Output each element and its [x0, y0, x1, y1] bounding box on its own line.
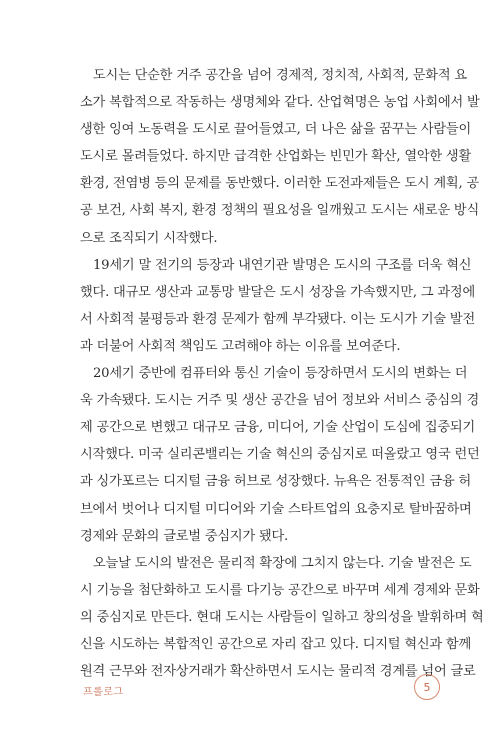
text-line: 공 보건, 사회 복지, 환경 정책의 필요성을 일깨웠고 도시는 새로운 방식: [80, 203, 479, 219]
text-line: 신을 시도하는 복합적인 공간으로 자리 잡고 있다. 디지털 혁신과 함께: [80, 636, 472, 652]
text-line: 했다. 대규모 생산과 교통망 발달은 도시 성장을 가속했지만, 그 과정에: [80, 284, 476, 300]
running-footer-section-label: 프롤로그: [83, 687, 124, 698]
text-line: 20세기 중반에 컴퓨터와 통신 기술이 등장하면서 도시의 변화는 더: [80, 366, 468, 382]
body-text: [80, 62, 484, 685]
text-line: 욱 가속됐다. 도시는 거주 및 생산 공간을 넘어 정보와 서비스 중심의 경: [80, 393, 479, 409]
text-line: 오늘날 도시의 발전은 물리적 확장에 그치지 않는다. 기술 발전은 도: [80, 555, 472, 571]
text-line: 과 싱가포르는 디지털 금융 허브로 성장했다. 뉴욕은 전통적인 금융 허: [80, 474, 472, 490]
text-line: 원격 근무와 전자상거래가 확산하면서 도시는 물리적 경계를 넘어 글로: [80, 664, 476, 680]
text-line: 브에서 벗어나 디지털 미디어와 기술 스타트업의 요충지로 탈바꿈하며: [80, 501, 472, 517]
text-line: 경제와 문화의 글로벌 중심지가 됐다.: [80, 528, 289, 544]
text-line: 의 중심지로 만든다. 현대 도시는 사람들이 일하고 창의성을 발휘하며 혁: [80, 609, 484, 625]
text-line: 으로 조직되기 시작했다.: [80, 230, 218, 246]
page-number-badge: [414, 674, 440, 700]
text-line: 시작했다. 미국 실리콘밸리는 기술 혁신의 중심지로 떠올랐고 영국 런던: [80, 447, 480, 463]
text-line: 19세기 말 전기의 등장과 내연기관 발명은 도시의 구조를 더욱 혁신: [80, 257, 472, 273]
text-line: 제 공간으로 변했고 대규모 금융, 미디어, 기술 산업이 도심에 집중되기: [80, 420, 476, 436]
text-line: 과 더불어 사회적 책임도 고려해야 하는 이유를 보여준다.: [80, 338, 401, 354]
text-line: 도시는 단순한 거주 공간을 넘어 경제적, 정치적, 사회적, 문화적 요: [80, 68, 467, 83]
text-line: 환경, 전염병 등의 문제를 동반했다. 이러한 도전과제들은 도시 계획, 공: [80, 176, 479, 192]
text-line: 시 기능을 첨단화하고 도시를 다기능 공간으로 바꾸며 세계 경제와 문화: [80, 582, 480, 598]
text-line: 생한 잉여 노동력을 도시로 끌어들였고, 더 나은 삶을 꿈꾸는 사람들이: [80, 122, 472, 138]
text-line: 서 사회적 불평등과 환경 문제가 함께 부각됐다. 이는 도시가 기술 발전: [80, 311, 476, 327]
page-number: 5: [423, 680, 431, 694]
text-line: 소가 복합적으로 작동하는 생명체와 같다. 산업혁명은 농업 사회에서 발: [80, 95, 480, 111]
text-line: 도시로 몰려들었다. 하지만 급격한 산업화는 빈민가 확산, 열악한 생활: [80, 149, 472, 165]
